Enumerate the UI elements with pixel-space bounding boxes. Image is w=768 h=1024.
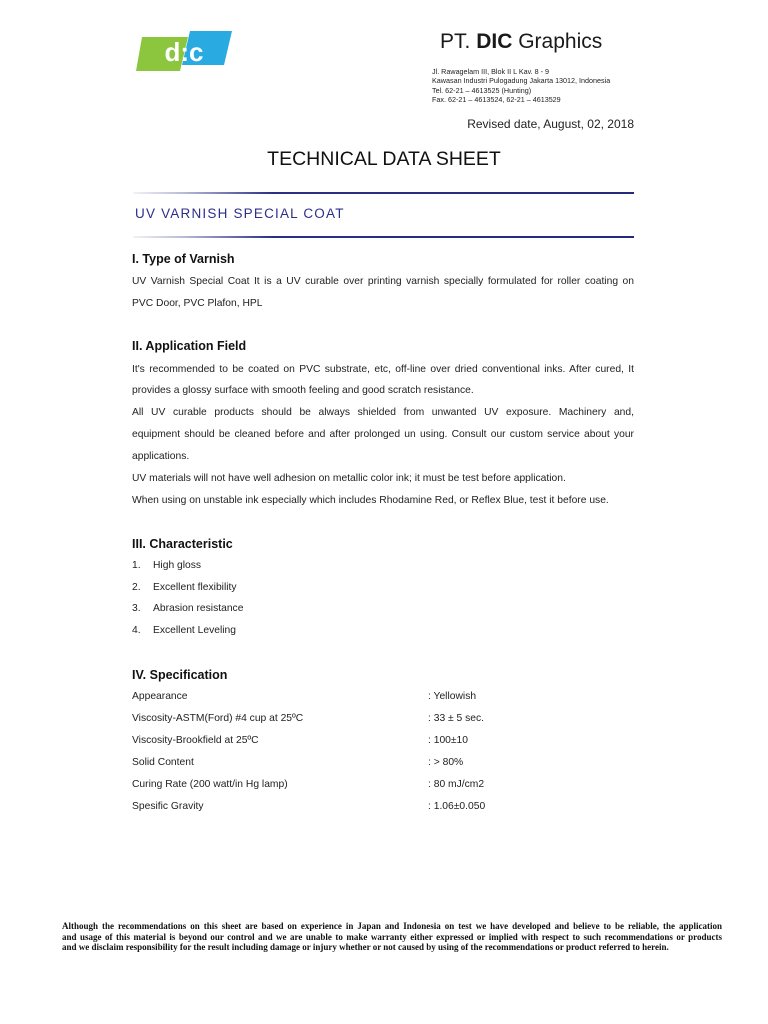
list-number: 2. <box>132 582 141 593</box>
product-name: UV VARNISH SPECIAL COAT <box>135 206 345 221</box>
paragraph-line: When using on unstable ink especially which includes Rhodamine Red, or Reflex Blue, test it before use. <box>132 495 609 506</box>
disclaimer-line: Although the recommendations on this sheet are based on experience in Japan and Indonesia on test we have developed and believe to be reliable, the application <box>62 921 722 931</box>
address-line: Fax. 62-21 – 4613524, 62-21 – 4613529 <box>432 95 561 105</box>
spec-label: Solid Content <box>132 757 194 768</box>
company-name <box>440 30 602 54</box>
paragraph-line: It's recommended to be coated on PVC substrate, etc, off-line over dried conventional inks. After cured, It <box>132 364 634 375</box>
list-number: 3. <box>132 603 141 614</box>
spec-value: : 100±10 <box>428 735 469 746</box>
list-item <box>132 603 243 614</box>
paragraph-line: UV Varnish Special Coat It is a UV curable over printing varnish specially formulated for roller coating on <box>132 276 634 287</box>
top-divider <box>133 192 634 194</box>
bottom-divider <box>133 236 634 238</box>
list-item <box>132 625 236 636</box>
list-number: 4. <box>132 625 141 636</box>
list-text: Excellent flexibility <box>153 582 237 593</box>
spec-value: : > 80% <box>428 757 464 768</box>
section-heading-characteristic: III. Characteristic <box>132 537 233 551</box>
company-prefix: PT. <box>440 30 471 53</box>
spec-label: Spesific Gravity <box>132 801 204 812</box>
paragraph-line: provides a glossy surface with smooth feeling and good scratch resistance. <box>132 385 474 396</box>
section-heading-type: I. Type of Varnish <box>132 252 235 266</box>
section-heading-specification: IV. Specification <box>132 668 228 682</box>
list-item <box>132 560 201 571</box>
spec-label: Viscosity-Brookfield at 25ºC <box>132 735 259 746</box>
list-text: Excellent Leveling <box>153 625 236 636</box>
list-text: High gloss <box>153 560 202 571</box>
list-text: Abrasion resistance <box>153 603 244 614</box>
dic-logo <box>136 31 232 71</box>
logo-text: d:c <box>164 37 204 67</box>
list-number: 1. <box>132 560 141 571</box>
paragraph-line: applications. <box>132 451 190 462</box>
disclaimer-line: and we disclaim responsibility for the result including damage or injury whether or not caused by using of the recommendations or product referred to herein. <box>62 942 669 953</box>
spec-value: : Yellowish <box>428 691 477 702</box>
document-title: TECHNICAL DATA SHEET <box>267 148 501 170</box>
spec-label: Curing Rate (200 watt/in Hg lamp) <box>132 779 288 790</box>
paragraph-line: UV materials will not have well adhesion on metallic color ink; it must be test before application. <box>132 473 566 484</box>
paragraph-line: PVC Door, PVC Plafon, HPL <box>132 298 263 309</box>
company-suffix: Graphics <box>518 30 603 53</box>
spec-value: : 1.06±0.050 <box>428 801 486 812</box>
paragraph-line: All UV curable products should be always shielded from unwanted UV exposure. Machinery and, <box>132 407 634 418</box>
paragraph-line: equipment should be cleaned before and after prolonged un using. Consult our custom service about your <box>132 429 634 440</box>
spec-label: Viscosity-ASTM(Ford) #4 cup at 25ºC <box>132 713 304 724</box>
spec-value: : 80 mJ/cm2 <box>428 779 485 790</box>
company-address <box>432 67 610 105</box>
list-item <box>132 582 237 593</box>
disclaimer-line: and usage of this material is beyond our control and we are unable to make warranty either expressed or implied with respect to such recommendations or products <box>62 931 722 942</box>
spec-label: Appearance <box>132 691 188 702</box>
spec-value: : 33 ± 5 sec. <box>428 713 485 724</box>
address-line: Jl. Rawagelam III, Blok II L Kav. 8 - 9 <box>432 67 550 76</box>
address-line: Tel. 62-21 – 4613525 (Hunting) <box>432 85 532 95</box>
revised-date: Revised date, August, 02, 2018 <box>467 117 634 131</box>
disclaimer <box>62 921 722 953</box>
company-brand: DIC <box>476 30 513 53</box>
address-line: Kawasan Industri Pulogadung Jakarta 13012, Indonesia <box>432 76 611 86</box>
section-heading-application: II. Application Field <box>132 339 247 353</box>
